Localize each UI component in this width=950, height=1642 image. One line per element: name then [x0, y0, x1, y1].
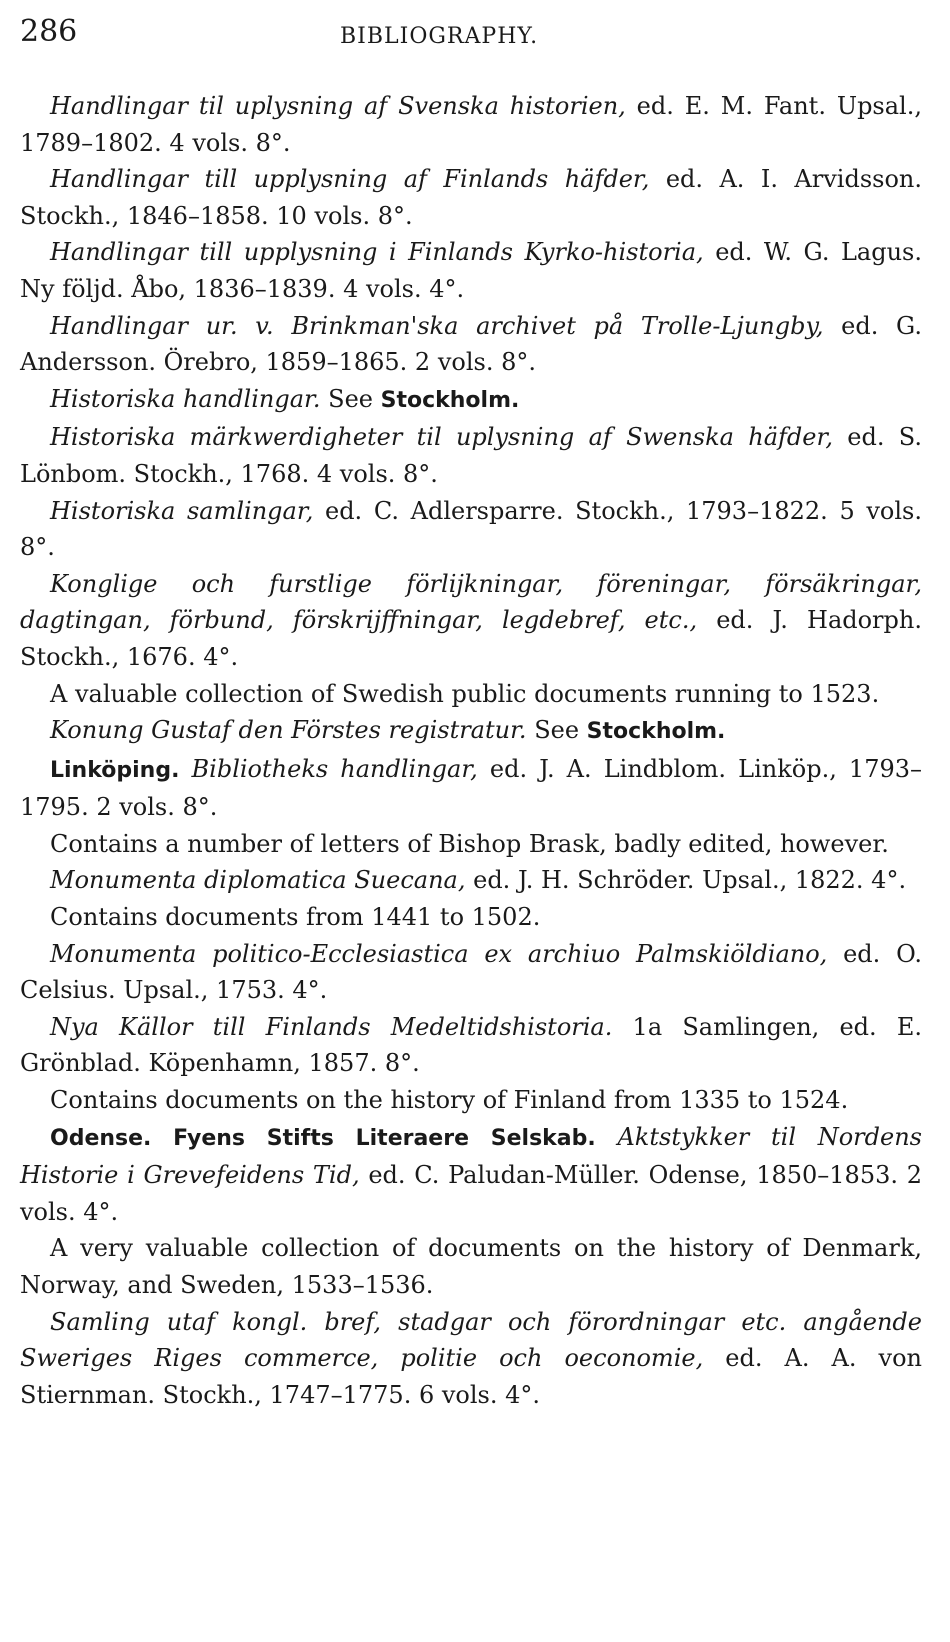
entry-title: Historiska samlingar,: [50, 496, 314, 525]
entry-text: ed. C. Paludan-Müller. Odense, 1850–1853. 2 vols. 4°.: [20, 1161, 922, 1226]
bibliography-entry: [20, 493, 922, 566]
entry-title: Handlingar ur. v. Brinkman'ska archivet på Trolle-Ljungby,: [50, 311, 824, 340]
entry-title: Historiska märkwerdigheter til uplysning af Swenska häfder,: [50, 423, 833, 452]
entry-text: ed. A. I. Arvidsson. Stockh., 1846–1858. 10 vols. 8°.: [20, 165, 922, 230]
entry-heading: Linköping.: [50, 757, 180, 783]
entry-title: Konung Gustaf den Förstes registratur.: [50, 716, 527, 745]
entry-text: See: [526, 716, 587, 745]
entry-note: [20, 676, 922, 713]
entry-text: ed. J. H. Schröder. Upsal., 1822. 4°.: [465, 866, 907, 895]
running-head: BIBLIOGRAPHY.: [340, 24, 539, 49]
entry-title: Historiska handlingar.: [50, 384, 321, 413]
note-text: A valuable collection of Swedish public documents running to 1523.: [50, 679, 880, 708]
note-text: Contains documents from 1441 to 1502.: [50, 903, 541, 932]
bibliography-entry: [20, 936, 922, 1009]
entry-text: ed. O. Celsius. Upsal., 1753. 4°.: [20, 939, 922, 1005]
entry-note: [20, 1230, 922, 1303]
bibliography-entry: [20, 308, 922, 381]
entry-title: Monumenta politico-Ecclesiastica ex archiuo Palmskiöldiano,: [50, 939, 828, 968]
bibliography-entry: [20, 234, 922, 307]
entry-title: Samling utaf kongl. bref, stadgar och förordningar etc. angående Sweriges Riges commerce, politie och oeconomie,: [20, 1307, 922, 1373]
entry-title: Bibliotheks handlingar,: [179, 754, 478, 783]
entry-text: ed. S. Lönbom. Stockh., 1768. 4 vols. 8°.: [20, 423, 923, 488]
entry-title: Handlingar till upplysning af Finlands häfder,: [50, 165, 650, 194]
entry-note: [20, 826, 922, 863]
page-header: [20, 10, 922, 58]
entry-note: [20, 1082, 922, 1119]
bibliography-entry: [20, 419, 922, 492]
page-number: 286: [20, 14, 78, 49]
book-page: [20, 0, 922, 1642]
entry-text: ed. J. A. Lindblom. Linköp., 1793–1795. 2 vols. 8°.: [20, 754, 922, 822]
entry-text: ed. C. Adlersparre. Stockh., 1793–1822. 5 vols. 8°.: [20, 496, 922, 562]
entry-title: Handlingar til uplysning af Svenska historien,: [50, 92, 626, 120]
bibliography-entry: [20, 862, 922, 899]
entry-text: ed. A. A. von Stiernman. Stockh., 1747–1775. 6 vols. 4°.: [20, 1344, 922, 1409]
entry-text: ed. J. Hadorph. Stockh., 1676. 4°.: [20, 606, 922, 671]
bibliography-entry: [20, 381, 922, 420]
entry-text: ed. W. G. Lagus. Ny följd. Åbo, 1836–1839. 4 vols. 4°.: [20, 238, 922, 303]
entry-text: ed. E. M. Fant. Upsal., 1789–1802. 4 vols. 8°.: [20, 92, 922, 157]
bibliography-entry: [20, 88, 922, 161]
entry-title: Handlingar till upplysning i Finlands Kyrko-historia,: [50, 238, 704, 267]
bibliography-entry: [20, 712, 922, 751]
entry-heading: Stockholm.: [380, 387, 520, 413]
bibliography-entry: [20, 161, 922, 234]
bibliography-entry: [20, 751, 922, 826]
entry-title: Monumenta diplomatica Suecana,: [50, 866, 466, 895]
entry-title: Konglige och furstlige förlijkningar, föreningar, försäkringar, dagtingan, förbund, förskrijffningar, legdebref, etc.,: [20, 569, 922, 635]
entry-title: Aktstykker til Nordens Historie i Grevefeidens Tid,: [20, 1122, 922, 1190]
note-text: Contains documents on the history of Finland from 1335 to 1524.: [50, 1086, 849, 1115]
entry-note: [20, 899, 922, 936]
bibliography-entry: [20, 566, 922, 676]
entry-text: See: [320, 384, 381, 413]
entry-text: ed. G. Andersson. Örebro, 1859–1865. 2 vols. 8°.: [20, 311, 922, 377]
note-text: Contains a number of letters of Bishop Brask, badly edited, however.: [50, 829, 889, 858]
note-text: A very valuable collection of documents on the history of Denmark, Norway, and Sweden, 1533–1536.: [20, 1234, 922, 1299]
entry-text: 1a Samlingen, ed. E. Grönblad. Köpenhamn, 1857. 8°.: [20, 1012, 922, 1078]
entry-heading: Stockholm.: [586, 719, 726, 745]
entry-title: Nya Källor till Finlands Medeltidshistoria.: [50, 1012, 613, 1041]
bibliography-entry: [20, 1119, 922, 1231]
entry-heading: Odense. Fyens Stifts Literaere Selskab.: [50, 1125, 596, 1151]
bibliography-entry: [20, 1304, 922, 1414]
bibliography-entry: [20, 1009, 922, 1082]
bibliography-list: [20, 88, 922, 1413]
